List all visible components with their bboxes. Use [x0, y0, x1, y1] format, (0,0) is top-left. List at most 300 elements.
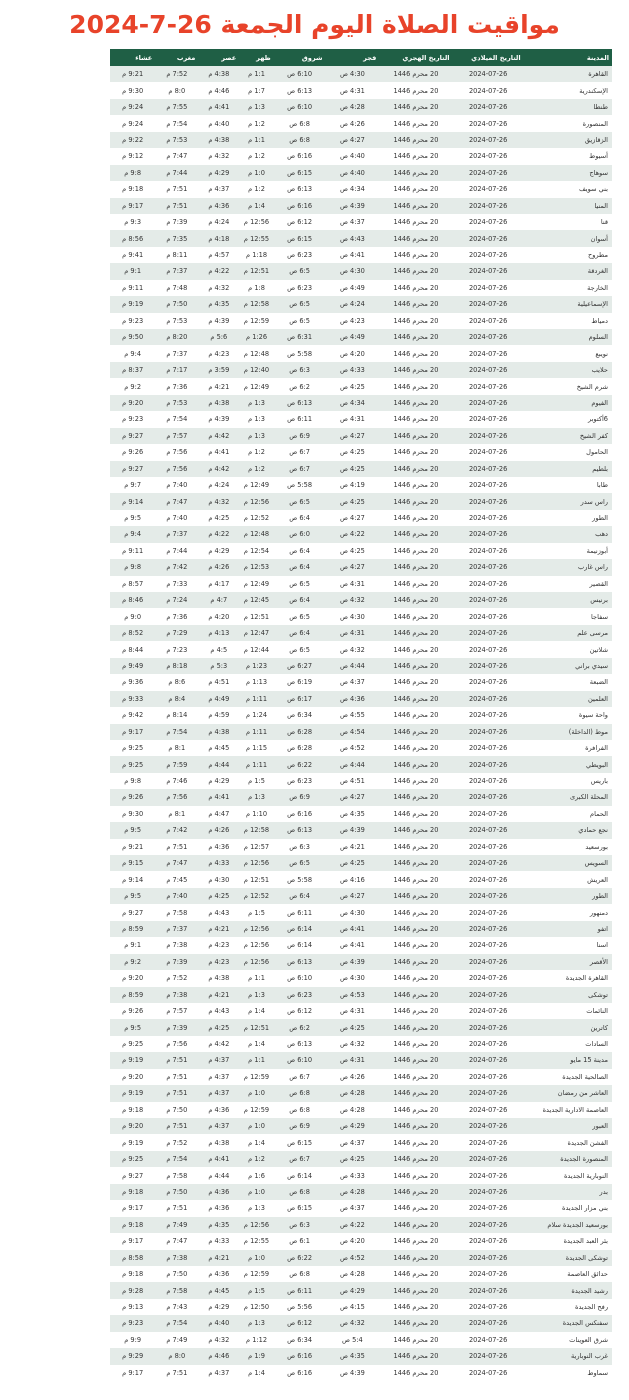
cell-hijri-date: 20 محرم 1446: [393, 366, 439, 375]
cell-asr: 4:30 م: [208, 875, 230, 884]
table-row: [110, 970, 612, 986]
cell-isha: 9:18 م: [122, 1105, 144, 1114]
cell-dhuhr: 1:2 م: [248, 464, 265, 473]
cell-asr: 4:44 م: [208, 1171, 230, 1180]
cell-dhuhr: 1:3 م: [248, 990, 265, 999]
cell-isha: 8:58 م: [122, 1253, 144, 1262]
cell-hijri-date: 20 محرم 1446: [393, 777, 439, 786]
table-row: [110, 1052, 612, 1068]
cell-asr: 4:33 م: [208, 1237, 230, 1246]
cell-maghrib: 7:37 م: [166, 349, 188, 358]
cell-isha: 9:30 م: [122, 86, 144, 95]
cell-hijri-date: 20 محرم 1446: [393, 908, 439, 917]
cell-fajr: 4:43 ص: [339, 234, 365, 243]
cell-hijri-date: 20 محرم 1446: [393, 1220, 439, 1229]
cell-dhuhr: 12:49 م: [243, 481, 270, 490]
cell-fajr: 4:29 ص: [339, 1286, 365, 1295]
cell-hijri-date: 20 محرم 1446: [393, 727, 439, 736]
cell-gregorian-date: 2024-07-26: [468, 530, 508, 539]
cell-sunrise: 6:4 ص: [289, 596, 310, 605]
cell-city: السادات: [585, 1040, 608, 1049]
cell-gregorian-date: 2024-07-26: [468, 892, 508, 901]
cell-hijri-date: 20 محرم 1446: [393, 267, 439, 276]
cell-fajr: 4:20 ص: [339, 1237, 365, 1246]
cell-fajr: 4:16 ص: [339, 875, 365, 884]
cell-isha: 9:12 م: [122, 152, 144, 161]
cell-dhuhr: 12:59 م: [243, 1105, 270, 1114]
cell-maghrib: 7:54 م: [166, 1155, 188, 1164]
cell-maghrib: 7:54 م: [166, 415, 188, 424]
cell-sunrise: 6:4 ص: [289, 563, 310, 572]
cell-asr: 4:20 م: [208, 612, 230, 621]
cell-sunrise: 6:7 ص: [289, 464, 310, 473]
cell-sunrise: 6:11 ص: [287, 1286, 313, 1295]
cell-hijri-date: 20 محرم 1446: [393, 1007, 439, 1016]
cell-sunrise: 6:12 ص: [287, 1319, 313, 1328]
cell-dhuhr: 12:48 م: [243, 349, 270, 358]
cell-asr: 4:41 م: [208, 1155, 230, 1164]
table-row: [110, 1036, 612, 1052]
table-row: [110, 1233, 612, 1249]
cell-hijri-date: 20 محرم 1446: [393, 201, 439, 210]
cell-asr: 4:21 م: [208, 1253, 230, 1262]
table-row: [110, 461, 612, 477]
cell-maghrib: 7:51 م: [166, 1368, 188, 1377]
cell-sunrise: 6:14 ص: [287, 924, 313, 933]
cell-city: طابا: [596, 481, 608, 490]
cell-isha: 8:59 م: [122, 924, 144, 933]
cell-fajr: 4:52 ص: [339, 744, 365, 753]
cell-dhuhr: 12:51 م: [243, 612, 270, 621]
cell-asr: 4:32 م: [208, 152, 230, 161]
cell-maghrib: 7:42 م: [166, 826, 188, 835]
cell-asr: 4:26 م: [208, 563, 230, 572]
cell-asr: 4:35 م: [208, 300, 230, 309]
header-gregorian-date: التاريخ الميلادي: [471, 53, 521, 62]
cell-hijri-date: 20 محرم 1446: [393, 694, 439, 703]
table-row: [110, 1118, 612, 1134]
cell-asr: 4:37 م: [208, 185, 230, 194]
cell-isha: 9:26 م: [122, 1007, 144, 1016]
cell-gregorian-date: 2024-07-26: [468, 1352, 508, 1361]
cell-city: العريش: [587, 875, 608, 884]
cell-gregorian-date: 2024-07-26: [468, 760, 508, 769]
cell-city: بلطيم: [592, 464, 608, 473]
cell-fajr: 4:40 ص: [339, 168, 365, 177]
cell-gregorian-date: 2024-07-26: [468, 1138, 508, 1147]
cell-dhuhr: 12:58 م: [243, 826, 270, 835]
cell-sunrise: 6:5 ص: [289, 579, 310, 588]
cell-hijri-date: 20 محرم 1446: [393, 86, 439, 95]
cell-maghrib: 7:56 م: [166, 1040, 188, 1049]
cell-fajr: 4:29 ص: [339, 1122, 365, 1131]
cell-hijri-date: 20 محرم 1446: [393, 875, 439, 884]
cell-maghrib: 7:37 م: [166, 530, 188, 539]
cell-hijri-date: 20 محرم 1446: [393, 1155, 439, 1164]
table-row: [110, 444, 612, 460]
cell-maghrib: 7:51 م: [166, 185, 188, 194]
cell-dhuhr: 1:6 م: [248, 1171, 265, 1180]
cell-city: شرق العوينات: [569, 1335, 608, 1344]
cell-maghrib: 7:52 م: [166, 70, 188, 79]
cell-hijri-date: 20 محرم 1446: [393, 135, 439, 144]
cell-sunrise: 6:8 ص: [289, 1270, 310, 1279]
cell-maghrib: 7:49 م: [166, 1335, 188, 1344]
cell-asr: 4:43 م: [208, 908, 230, 917]
cell-hijri-date: 20 محرم 1446: [393, 546, 439, 555]
cell-gregorian-date: 2024-07-26: [468, 1368, 508, 1377]
cell-fajr: 4:25 ص: [339, 859, 365, 868]
cell-city: مرسى علم: [577, 629, 608, 638]
table-row: [110, 181, 612, 197]
cell-city: موط (الداخلة): [568, 727, 608, 736]
cell-gregorian-date: 2024-07-26: [468, 283, 508, 292]
cell-sunrise: 6:10 ص: [287, 974, 313, 983]
cell-sunrise: 6:28 ص: [287, 727, 313, 736]
cell-isha: 9:8 م: [124, 168, 142, 177]
cell-maghrib: 7:52 م: [166, 974, 188, 983]
table-row: [110, 674, 612, 690]
cell-isha: 9:25 م: [122, 760, 144, 769]
cell-hijri-date: 20 محرم 1446: [393, 711, 439, 720]
cell-isha: 9:1 م: [124, 267, 142, 276]
cell-gregorian-date: 2024-07-26: [468, 481, 508, 490]
cell-hijri-date: 20 محرم 1446: [393, 1056, 439, 1065]
cell-asr: 4:17 م: [208, 579, 230, 588]
cell-isha: 9:3 م: [124, 218, 142, 227]
cell-city: المنصورة: [582, 119, 608, 128]
cell-gregorian-date: 2024-07-26: [468, 119, 508, 128]
cell-city: السلوم: [588, 333, 608, 342]
cell-dhuhr: 1:1 م: [248, 70, 265, 79]
cell-gregorian-date: 2024-07-26: [468, 251, 508, 260]
cell-dhuhr: 1:2 م: [248, 1155, 265, 1164]
cell-fajr: 4:39 ص: [339, 957, 365, 966]
table-row: [110, 1134, 612, 1150]
cell-city: سيدي براني: [575, 661, 608, 670]
cell-sunrise: 6:8 ص: [289, 1187, 310, 1196]
cell-gregorian-date: 2024-07-26: [468, 86, 508, 95]
cell-fajr: 4:30 ص: [339, 974, 365, 983]
cell-maghrib: 7:49 م: [166, 1220, 188, 1229]
cell-dhuhr: 12:50 م: [243, 1303, 270, 1312]
cell-gregorian-date: 2024-07-26: [468, 366, 508, 375]
cell-maghrib: 7:51 م: [166, 1056, 188, 1065]
cell-isha: 8:59 م: [122, 990, 144, 999]
cell-city: أسيوط: [589, 152, 608, 161]
cell-gregorian-date: 2024-07-26: [468, 744, 508, 753]
cell-isha: 9:20 م: [122, 1122, 144, 1131]
cell-city: رفح الجديدة: [575, 1303, 608, 1312]
cell-dhuhr: 12:53 م: [243, 563, 270, 572]
cell-city: راس غارب: [577, 563, 608, 572]
cell-dhuhr: 1:12 م: [246, 1335, 268, 1344]
cell-asr: 4:41 م: [208, 103, 230, 112]
cell-hijri-date: 20 محرم 1446: [393, 1319, 439, 1328]
cell-asr: 4:57 م: [208, 251, 230, 260]
cell-dhuhr: 12:58 م: [243, 300, 270, 309]
cell-sunrise: 6:34 ص: [287, 1335, 313, 1344]
cell-hijri-date: 20 محرم 1446: [393, 1335, 439, 1344]
cell-maghrib: 7:40 م: [166, 892, 188, 901]
table-row: [110, 66, 612, 82]
cell-city: الصالحية الجديدة: [562, 1072, 608, 1081]
cell-asr: 4:21 م: [208, 990, 230, 999]
cell-asr: 4:25 م: [208, 514, 230, 523]
cell-fajr: 4:28 ص: [339, 1105, 365, 1114]
cell-fajr: 4:25 ص: [339, 448, 365, 457]
table-row: [110, 954, 612, 970]
table-row: [110, 1184, 612, 1200]
cell-sunrise: 6:4 ص: [289, 514, 310, 523]
cell-hijri-date: 20 محرم 1446: [393, 1187, 439, 1196]
cell-hijri-date: 20 محرم 1446: [393, 629, 439, 638]
cell-isha: 8:46 م: [122, 596, 144, 605]
cell-maghrib: 7:23 م: [166, 645, 188, 654]
cell-fajr: 4:33 ص: [339, 366, 365, 375]
cell-hijri-date: 20 محرم 1446: [393, 185, 439, 194]
cell-city: سفاجا: [591, 612, 608, 621]
cell-isha: 9:18 م: [122, 1187, 144, 1196]
cell-asr: 4:41 م: [208, 448, 230, 457]
cell-sunrise: 6:23 ص: [287, 777, 313, 786]
cell-isha: 9:17 م: [122, 1368, 144, 1377]
cell-fajr: 4:39 ص: [339, 1368, 365, 1377]
cell-hijri-date: 20 محرم 1446: [393, 678, 439, 687]
cell-dhuhr: 12:56 م: [243, 859, 270, 868]
cell-hijri-date: 20 محرم 1446: [393, 661, 439, 670]
cell-dhuhr: 12:45 م: [243, 596, 270, 605]
cell-isha: 9:27 م: [122, 908, 144, 917]
cell-sunrise: 5:58 ص: [287, 349, 313, 358]
cell-isha: 9:19 م: [122, 1138, 144, 1147]
table-row: [110, 937, 612, 953]
table-row: [110, 559, 612, 575]
cell-dhuhr: 12:59 م: [243, 316, 270, 325]
cell-fajr: 4:31 ص: [339, 629, 365, 638]
cell-dhuhr: 1:0 م: [248, 1187, 265, 1196]
cell-fajr: 4:25 ص: [339, 546, 365, 555]
cell-city: المحلة الكبرى: [570, 793, 608, 802]
table-row: [110, 428, 612, 444]
cell-dhuhr: 1:0 م: [248, 168, 265, 177]
cell-fajr: 4:25 ص: [339, 464, 365, 473]
cell-maghrib: 8:4 م: [168, 694, 186, 703]
cell-gregorian-date: 2024-07-26: [468, 1122, 508, 1131]
cell-maghrib: 7:53 م: [166, 398, 188, 407]
page-title: مواقيت الصلاة اليوم الجمعة 26-7-2024: [69, 10, 560, 39]
cell-fajr: 4:25 ص: [339, 1023, 365, 1032]
table-row: [110, 1085, 612, 1101]
cell-city: بورسعيد الجديدة سلام: [547, 1220, 608, 1229]
cell-hijri-date: 20 محرم 1446: [393, 316, 439, 325]
cell-asr: 4:37 م: [208, 1056, 230, 1065]
cell-maghrib: 7:37 م: [166, 924, 188, 933]
header-isha: عشاء: [135, 53, 153, 62]
cell-city: العلمين: [587, 694, 608, 703]
cell-maghrib: 8:1 م: [168, 809, 186, 818]
cell-isha: 9:17 م: [122, 1204, 144, 1213]
cell-sunrise: 6:8 ص: [289, 1089, 310, 1098]
cell-sunrise: 6:23 ص: [287, 990, 313, 999]
cell-sunrise: 6:5 ص: [289, 859, 310, 868]
cell-dhuhr: 12:51 م: [243, 875, 270, 884]
cell-maghrib: 7:56 م: [166, 464, 188, 473]
cell-fajr: 4:39 ص: [339, 826, 365, 835]
cell-maghrib: 7:29 م: [166, 629, 188, 638]
cell-maghrib: 7:50 م: [166, 300, 188, 309]
header-asr: عصر: [221, 53, 237, 62]
cell-asr: 4:22 م: [208, 267, 230, 276]
cell-dhuhr: 1:0 م: [248, 1089, 265, 1098]
cell-dhuhr: 1:0 م: [248, 1253, 265, 1262]
cell-maghrib: 7:47 م: [166, 1237, 188, 1246]
cell-maghrib: 7:38 م: [166, 1253, 188, 1262]
cell-gregorian-date: 2024-07-26: [468, 941, 508, 950]
cell-asr: 4:38 م: [208, 974, 230, 983]
cell-dhuhr: 12:56 م: [243, 1220, 270, 1229]
cell-asr: 4:38 م: [208, 727, 230, 736]
cell-asr: 4:21 م: [208, 382, 230, 391]
cell-fajr: 4:31 ص: [339, 1056, 365, 1065]
cell-isha: 9:23 م: [122, 316, 144, 325]
table-row: [110, 987, 612, 1003]
cell-asr: 4:13 م: [208, 629, 230, 638]
cell-asr: 4:29 م: [208, 1303, 230, 1312]
cell-city: بني مزار الجديدة: [561, 1204, 608, 1213]
cell-isha: 8:37 م: [122, 366, 144, 375]
cell-isha: 9:27 م: [122, 464, 144, 473]
table-row: [110, 493, 612, 509]
cell-fajr: 4:40 ص: [339, 152, 365, 161]
cell-city: اسنا: [596, 941, 608, 950]
cell-asr: 4:32 م: [208, 497, 230, 506]
cell-gregorian-date: 2024-07-26: [468, 497, 508, 506]
cell-fajr: 4:30 ص: [339, 267, 365, 276]
table-row: [110, 345, 612, 361]
cell-maghrib: 7:36 م: [166, 612, 188, 621]
cell-maghrib: 8:18 م: [166, 661, 188, 670]
cell-gregorian-date: 2024-07-26: [468, 629, 508, 638]
cell-maghrib: 8:14 م: [166, 711, 188, 720]
cell-city: توشكى الجديدة: [565, 1253, 608, 1262]
cell-asr: 4:42 م: [208, 464, 230, 473]
table-row: [110, 132, 612, 148]
cell-sunrise: 6:28 ص: [287, 744, 313, 753]
cell-sunrise: 6:5 ص: [289, 267, 310, 276]
cell-city: النوبارية الجديدة: [563, 1171, 608, 1180]
cell-asr: 4:36 م: [208, 1204, 230, 1213]
cell-city: دهب: [595, 530, 608, 539]
cell-dhuhr: 1:11 م: [246, 760, 268, 769]
cell-fajr: 4:44 ص: [339, 661, 365, 670]
cell-hijri-date: 20 محرم 1446: [393, 251, 439, 260]
cell-hijri-date: 20 محرم 1446: [393, 218, 439, 227]
cell-asr: 4:44 م: [208, 760, 230, 769]
cell-city: الضبعة: [589, 678, 608, 687]
cell-maghrib: 7:39 م: [166, 218, 188, 227]
cell-maghrib: 7:53 م: [166, 135, 188, 144]
cell-isha: 9:18 م: [122, 1220, 144, 1229]
cell-hijri-date: 20 محرم 1446: [393, 579, 439, 588]
cell-sunrise: 6:5 ص: [289, 497, 310, 506]
table-row: [110, 165, 612, 181]
cell-maghrib: 7:45 م: [166, 875, 188, 884]
cell-maghrib: 7:24 م: [166, 596, 188, 605]
cell-asr: 4:45 م: [208, 744, 230, 753]
cell-asr: 4:33 م: [208, 859, 230, 868]
cell-sunrise: 6:5 ص: [289, 300, 310, 309]
cell-dhuhr: 1:3 م: [248, 415, 265, 424]
table-row: [110, 724, 612, 740]
cell-isha: 9:0 م: [124, 612, 142, 621]
cell-gregorian-date: 2024-07-26: [468, 431, 508, 440]
cell-dhuhr: 1:4 م: [248, 1040, 265, 1049]
cell-gregorian-date: 2024-07-26: [468, 382, 508, 391]
cell-asr: 4:23 م: [208, 957, 230, 966]
cell-city: العاشر من رمضان: [557, 1089, 608, 1098]
cell-asr: 4:21 م: [208, 924, 230, 933]
cell-isha: 9:26 م: [122, 448, 144, 457]
cell-fajr: 5:4 ص: [342, 1335, 363, 1344]
cell-city: المنيا: [594, 201, 608, 210]
table-row: [110, 395, 612, 411]
cell-gregorian-date: 2024-07-26: [468, 1237, 508, 1246]
cell-hijri-date: 20 محرم 1446: [393, 1303, 439, 1312]
cell-dhuhr: 1:15 م: [246, 744, 268, 753]
header-sunrise: شروق: [301, 53, 323, 62]
cell-maghrib: 7:48 م: [166, 283, 188, 292]
cell-maghrib: 7:51 م: [166, 1072, 188, 1081]
cell-hijri-date: 20 محرم 1446: [393, 168, 439, 177]
cell-asr: 4:45 م: [208, 1286, 230, 1295]
cell-fajr: 4:23 ص: [339, 316, 365, 325]
header-hijri-date: التاريخ الهجري: [402, 53, 450, 62]
cell-hijri-date: 20 محرم 1446: [393, 234, 439, 243]
table-row: [110, 477, 612, 493]
cell-asr: 4:49 م: [208, 694, 230, 703]
cell-maghrib: 7:33 م: [166, 579, 188, 588]
cell-isha: 9:14 م: [122, 497, 144, 506]
cell-city: سوهاج: [589, 168, 608, 177]
table-row: [110, 263, 612, 279]
cell-fajr: 4:37 ص: [339, 1204, 365, 1213]
cell-asr: 4:7 م: [210, 596, 228, 605]
cell-dhuhr: 12:54 م: [243, 546, 270, 555]
cell-sunrise: 6:4 ص: [289, 629, 310, 638]
cell-isha: 9:19 م: [122, 1089, 144, 1098]
cell-sunrise: 6:5 ص: [289, 612, 310, 621]
cell-asr: 4:59 م: [208, 711, 230, 720]
cell-city: برنيس: [590, 596, 608, 605]
cell-gregorian-date: 2024-07-26: [468, 1286, 508, 1295]
cell-sunrise: 6:22 ص: [287, 760, 313, 769]
cell-dhuhr: 12:56 م: [243, 497, 270, 506]
cell-gregorian-date: 2024-07-26: [468, 1007, 508, 1016]
cell-asr: 4:26 م: [208, 826, 230, 835]
cell-maghrib: 7:54 م: [166, 727, 188, 736]
cell-fajr: 4:32 ص: [339, 1040, 365, 1049]
cell-sunrise: 6:17 ص: [287, 694, 313, 703]
cell-asr: 4:39 م: [208, 316, 230, 325]
prayer-times-table: [110, 49, 612, 1381]
cell-isha: 9:11 م: [122, 546, 144, 555]
cell-dhuhr: 1:1 م: [248, 135, 265, 144]
cell-city: غرب النوبارية: [570, 1352, 608, 1361]
cell-isha: 9:28 م: [122, 1286, 144, 1295]
cell-fajr: 4:28 ص: [339, 103, 365, 112]
cell-fajr: 4:20 ص: [339, 349, 365, 358]
